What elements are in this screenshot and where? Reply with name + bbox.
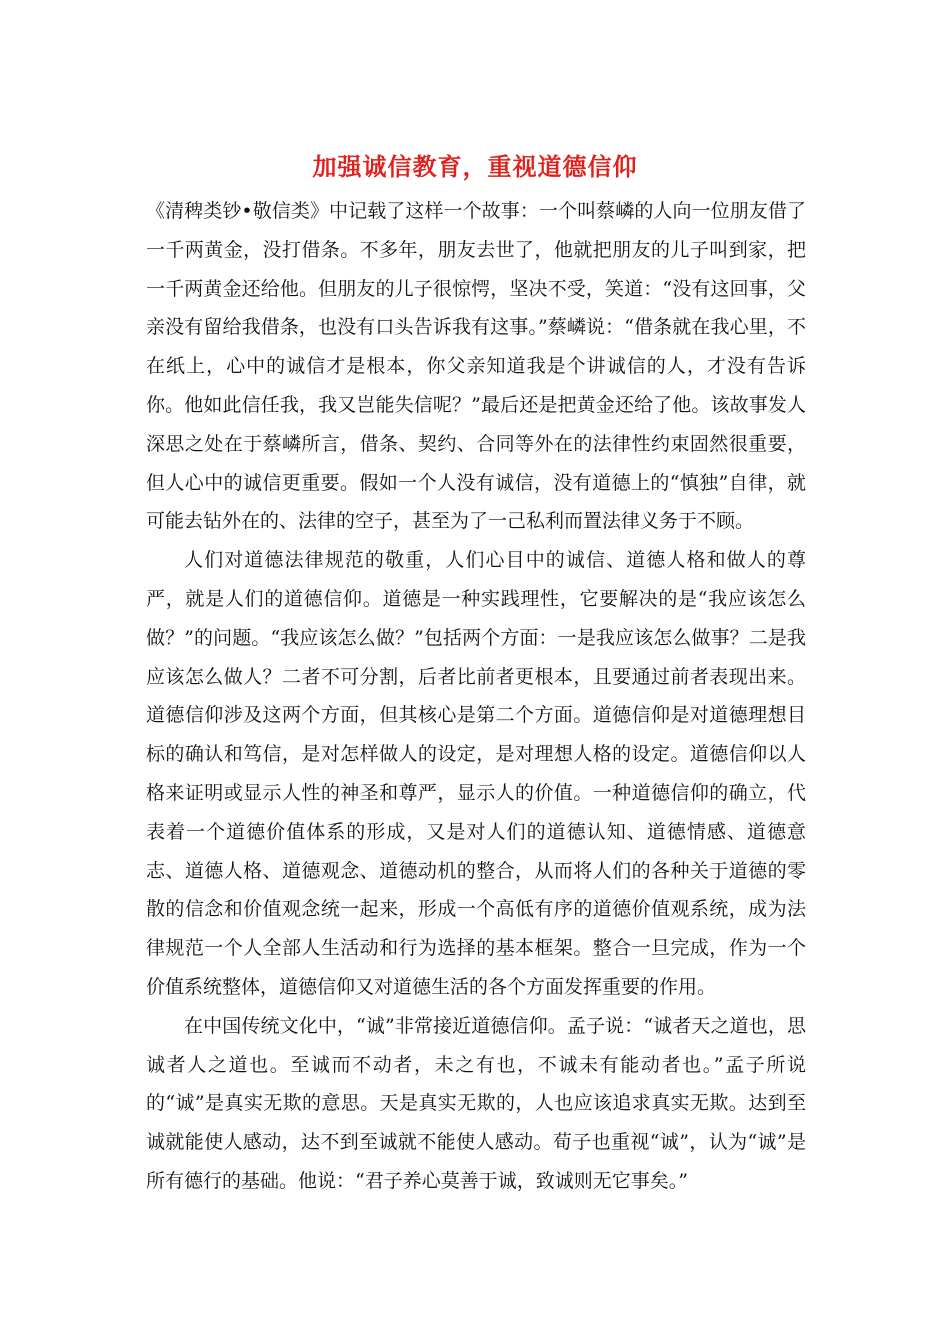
paragraph-1: 《清稗类钞•敬信类》中记载了这样一个故事：一个叫蔡嶙的人向一位朋友借了一千两黄金，没打借条。不多年，朋友去世了，他就把朋友的儿子叫到家，把一千两黄金还给他。但朋友的儿子很惊愕，坚决不受，笑道：“没有这回事，父亲没有留给我借条，也没有口头告诉我有这事。”蔡嶙说：“借条就在我心里，不在纸上，心中的诚信才是根本，你父亲知道我是个讲诚信的人，才没有告诉你。他如此信任我，我又岂能失信呢？”最后还是把黄金还给了他。该故事发人深思之处在于蔡嶙所言，借条、契约、合同等外在的法律性约束固然很重要，但人心中的诚信更重要。假如一个人没有诚信，没有道德上的“慎独”自律，就可能去钻外在的、法律的空子，甚至为了一己私利而置法律义务于不顾。 xyxy=(146,200,806,533)
document-title: 加强诚信教育，重视道德信仰 xyxy=(312,152,638,181)
paragraph-3: 在中国传统文化中，“诚”非常接近道德信仰。孟子说：“诚者天之道也，思诚者人之道也。至诚而不动者，未之有也，不诚未有能动者也。”孟子所说的“诚”是真实无欺的意思。天是真实无欺的，人也应该追求真实无欺。达到至诚就能使人感动，达不到至诚就不能使人感动。荀子也重视“诚”，认为“诚”是所有德行的基础。他说：“君子养心莫善于诚，致诚则无它事矣。” xyxy=(146,1014,806,1192)
document-body xyxy=(146,192,806,1201)
paragraph-2: 人们对道德法律规范的敬重，人们心目中的诚信、道德人格和做人的尊严，就是人们的道德信仰。道德是一种实践理性，它要解决的是“我应该怎么做？”的问题。“我应该怎么做？”包括两个方面：一是我应该怎么做事？二是我应该怎么做人？二者不可分割，后者比前者更根本，且要通过前者表现出来。道德信仰涉及这两个方面，但其核心是第二个方面。道德信仰是对道德理想目标的确认和笃信，是对怎样做人的设定，是对理想人格的设定。道德信仰以人格来证明或显示人性的神圣和尊严，显示人的价值。一种道德信仰的确立，代表着一个道德价值体系的形成，又是对人们的道德认知、道德情感、道德意志、道德人格、道德观念、道德动机的整合，从而将人们的各种关于道德的零散的信念和价值观念统一起来，形成一个高低有序的道德价值观系统，成为法律规范一个人全部人生活动和行为选择的基本框架。整合一旦完成，作为一个价值系统整体，道德信仰又对道德生活的各个方面发挥重要的作用。 xyxy=(146,549,806,998)
